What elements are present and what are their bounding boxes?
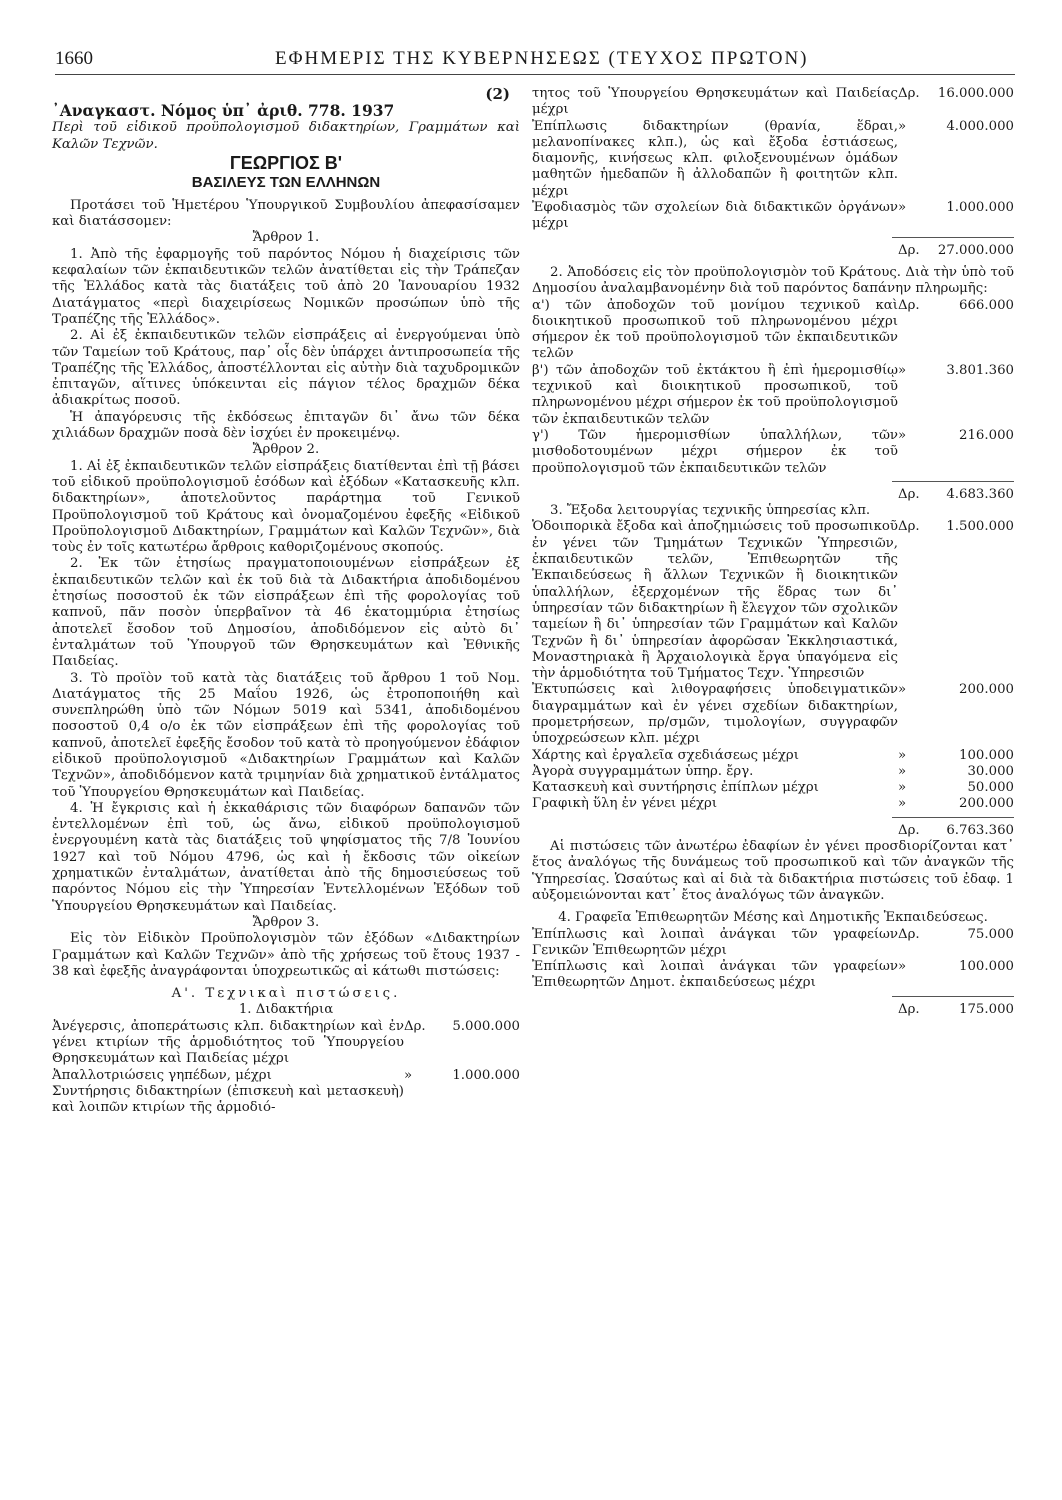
subtotal-1: [532, 243, 1014, 259]
budget-line-currency: »: [898, 763, 907, 779]
budget-line-currency: Δρ.: [898, 86, 920, 101]
section-4-heading: 4. Γραφεῖα Ἐπιθεωρητῶν Μέσης καὶ Δημοτικῆς Ἐκπαιδεύσεως.: [558, 910, 988, 926]
page-header: [55, 48, 1015, 74]
section-3-heading: 3. Ἔξοδα λειτουργίας τεχνικῆς ὑπηρεσίας κλπ.: [550, 503, 871, 519]
budget-line: [52, 1019, 520, 1068]
budget-line-amount: 4.000.000: [946, 118, 1014, 134]
budget-line: [532, 682, 1014, 747]
subtotal-4: [532, 1002, 1014, 1018]
subtotal-amount: 175.000: [959, 1001, 1014, 1017]
budget-line-currency: Δρ.: [404, 1018, 426, 1034]
budget-line-amount: 1.000.000: [946, 200, 1014, 216]
law-marker: (2): [485, 85, 510, 103]
article-2-para-1: 1. Αἱ ἐξ ἐκπαιδευτικῶν τελῶν εἰσπράξεις διατίθενται ἐπὶ τῇ βάσει τοῦ εἰδικοῦ προϋπολογισμοῦ ἐσόδων καὶ ἐξόδων «Κατασκευῆς κλπ. διδακτηρίων», ἀποτελοῦντος παράρτημα τοῦ Γενικοῦ Προϋπολογισμοῦ τοῦ Κράτους καὶ ὀνομαζομένου ἐφεξῆς «Εἰδικοῦ Προϋπολογισμοῦ Διδακτηρίων, Γραμμάτων καὶ Καλῶν Τεχνῶν», διὰ τοὺς ἐν τοῖς κατωτέρω ἄρθροις καθοριζομένους σκοπούς.: [52, 458, 520, 556]
subtotal-currency: Δρ.: [898, 486, 920, 502]
budget-line-currency: »: [898, 200, 907, 216]
budget-line: [532, 796, 1014, 812]
budget-line-text: Ἐπίπλωσις καὶ λοιπαὶ ἀνάγκαι τῶν γραφείων Γενικῶν Ἐπιθεωρητῶν μέχρι: [532, 926, 898, 958]
left-column: [52, 86, 520, 1117]
article-3-para-1: Εἰς τὸν Εἰδικὸν Προϋπολογισμὸν τῶν ἐξόδων «Διδακτηρίων Γραμμάτων καὶ Καλῶν Τεχνῶν» ἀπὸ τῆς χρήσεως τοῦ ἔτους 1937 - 38 καὶ ἐφεξῆς ἀναγράφονται ὑποχρεωτικῶς αἱ κάτωθι πιστώσεις:: [52, 931, 520, 979]
article-3-heading: Ἄρθρον 3.: [252, 914, 320, 930]
budget-line-text: Ἀνέγερσις, ἀποπεράτωσις κλπ. διδακτηρίων καὶ ἐν γένει κτιρίων τῆς ἁρμοδιότητος τοῦ Ὑπουργείου Θρησκευμάτων καὶ Παιδείας μέχρι: [52, 1018, 404, 1067]
subtotal-currency: Δρ.: [898, 1001, 920, 1017]
subtotal-currency: Δρ.: [898, 242, 920, 258]
budget-line-text: α') τῶν ἀποδοχῶν τοῦ μονίμου τεχνικοῦ καὶ διοικητικοῦ προσωπικοῦ τοῦ πληρωνομένου μέχρι σήμερον ἐκ τοῦ προϋπολογισμοῦ τῶν ἐκπαιδευτικῶν τελῶν: [532, 297, 898, 362]
budget-line-amount: 100.000: [959, 747, 1014, 763]
subtotal-2: [532, 487, 1014, 503]
total-rule: [892, 237, 1014, 238]
article-2-para-2: 2. Ἐκ τῶν ἐτησίως πραγματοποιουμένων εἰσπράξεων ἐξ ἐκπαιδευτικῶν τελῶν καὶ ἐκ τοῦ διὰ τὰ Διδακτήρια ἀποδιδομένου ἐτησίως ποσοστοῦ ἐκ τῶν εἰσπράξεων ἐπὶ τῆς φορολογίας τοῦ καπνοῦ, πᾶν ποσὸν ὑπερβαῖνον τὰ 46 ἑκατομμύρια ἐτησίως ἀποτελεῖ ἔσοδον τοῦ Δημοσίου, ἀποδιδόμενον εἰς αὐτὸ δι᾿ ἐνταλμάτων τοῦ Ὑπουργοῦ τῶν Θρησκευμάτων καὶ Ἐθνικῆς Παιδείας.: [52, 556, 520, 670]
budget-line: [532, 780, 1014, 796]
budget-line-amount: 16.000.000: [937, 86, 1014, 101]
budget-line-currency: Δρ.: [898, 519, 920, 535]
budget-line-currency: »: [898, 682, 907, 698]
budget-line-amount: 1.000.000: [452, 1067, 520, 1083]
budget-line-amount: 5.000.000: [452, 1018, 520, 1034]
budget-line-amount: 30.000: [967, 763, 1014, 779]
budget-line-text: Ἀγορὰ συγγραμμάτων ὑπηρ. ἔργ.: [532, 763, 754, 779]
subtotal-amount: 27.000.000: [937, 242, 1014, 258]
section-1-heading: 1. Διδακτήρια: [238, 1002, 334, 1018]
budget-line-currency: »: [404, 1067, 413, 1083]
budget-line: [532, 86, 1014, 119]
budget-line-text: Γραφικὴ ὕλη ἐν γένει μέχρι: [532, 796, 718, 812]
article-2-heading: Ἄρθρον 2.: [252, 442, 320, 458]
section-a-heading: Α'. Τεχνικαὶ πιστώσεις.: [171, 986, 401, 1002]
budget-line: [532, 298, 1014, 363]
budget-line-amount: 666.000: [959, 297, 1014, 313]
budget-line: [532, 748, 1014, 764]
budget-line-text: Ἐπίπλωσις διδακτηρίων (θρανία, ἕδραι, μελανοπίνακες κλπ.), ὡς καὶ ἔξοδα ἐστιάσεως, διαμονῆς, κινήσεως κλπ. φιλοξενουμένων ὁμάδων μαθητῶν ἡμεδαπῶν ἢ ἀλλοδαπῶν ἢ φοιτητῶν κλπ. μέχρι: [532, 118, 898, 199]
budget-line: [532, 200, 1014, 233]
subtotal-amount: 6.763.360: [946, 822, 1014, 838]
allocation-paragraph: Αἱ πιστώσεις τῶν ἀνωτέρω ἐδαφίων ἐν γένει προσδιορίζονται κατ᾿ ἔτος ἀναλόγως τῆς δυνάμεως τοῦ προσωπικοῦ καὶ τῶν ἀναγκῶν τῆς Ὑπηρεσίας. Ὡσαύτως καὶ αἱ διὰ τὰ διδακτήρια πιστώσεις τοῦ ἐδαφ. 1 αὐξομειώνονται κατ᾿ ἔτος ἀναλόγως τῶν ἀναγκῶν.: [532, 839, 1014, 903]
budget-line-currency: »: [898, 780, 907, 796]
article-2-para-3: 3. Τὸ προϊὸν τοῦ κατὰ τὰς διατάξεις τοῦ ἄρθρου 1 τοῦ Νομ. Διατάγματος τῆς 25 Μαΐου 1926, ὡς ἐτροποποιήθη καὶ συνεπληρώθη ὑπὸ τῶν Νόμων 5019 καὶ 5341, ἀποδιδομένου ποσοστοῦ 0,4 ο/ο ἐκ τῶν εἰσπράξεων ἐπὶ τῆς φορολογίας τοῦ καπνοῦ, ἀποτελεῖ ἐφεξῆς ἔσοδον τοῦ κατὰ τὸ προηγούμενον ἐδάφιον εἰδικοῦ προϋπολογισμοῦ «Διδακτηρίων Γραμμάτων καὶ Καλῶν Τεχνῶν», ἀποδιδόμενον κατὰ τριμηνίαν διὰ χρηματικοῦ ἐντάλματος τοῦ Ὑπουργείου Θρησκευμάτων καὶ Παιδείας.: [52, 670, 520, 800]
total-rule: [892, 481, 1014, 482]
budget-line-text: Ἐπίπλωσις καὶ λοιπαὶ ἀνάγκαι τῶν γραφείων Ἐπιθεωρητῶν Δημοτ. ἐκπαιδεύσεως μέχρι: [532, 959, 898, 991]
budget-line-text: Ὁδοιπορικὰ ἔξοδα καὶ ἀποζημιώσεις τοῦ προσωπικοῦ ἐν γένει τῶν Τμημάτων Τεχνικῶν Ὑπηρεσιῶν, ἐκπαιδευτικῶν τελῶν, Ἐπιθεωρητῶν τῆς Ἐκπαιδεύσεως ἢ ἄλλων Τεχνικῶν ἢ διοικητικῶν ὑπαλλήλων, ἐξερχομένων τῆς ἕδρας των δι᾿ ὑπηρεσίαν τῶν διδακτηρίων ἢ ἔλεγχον τῶν σχολικῶν ταμείων ἢ δι᾿ ὑπηρεσίαν τῶν Γραμμάτων καὶ Καλῶν Τεχνῶν ἢ δι᾿ ὑπηρεσίαν ἀφορῶσαν Ἐκκλησιαστικά, Μοναστηριακὰ ἢ Ἀρχαιολογικὰ ἔργα ὑπαγόμενα εἰς τὴν ἁρμοδιότητα τοῦ Τμήματος Τεχν. Ὑπηρεσιῶν: [532, 519, 898, 682]
budget-line-amount: 100.000: [959, 959, 1014, 975]
budget-line-text: Ἐκτυπώσεις καὶ λιθογραφήσεις ὑποδειγματικῶν διαγραμμάτων καὶ ἐν γένει σχεδίων διδακτηρίων, προμετρήσεων, πρ/σμῶν, τιμολογίων, συγγραφῶν ὑποχρεώσεων κλπ. μέχρι: [532, 682, 898, 747]
law-title: ᾿Αναγκαστ. Νόμος ὑπ᾿ ἀριθ. 778. 1937: [52, 101, 395, 121]
article-1-para-1: 1. Ἀπὸ τῆς ἐφαρμογῆς τοῦ παρόντος Νόμου ἡ διαχείρισις τῶν κεφαλαίων τῶν ἐκπαιδευτικῶν τελῶν ἀνατίθεται εἰς τὴν Τράπεζαν τῆς Ἑλλάδος κατὰ τὰς διατάξεις τοῦ ἀπὸ 20 Ἰανουαρίου 1932 Διατάγματος «περὶ διαχειρίσεως Νομικῶν προσώπων ὑπὸ τῆς Τραπέζης τῆς Ἑλλάδος».: [52, 246, 520, 327]
budget-line-amount: 50.000: [967, 780, 1014, 796]
budget-line-amount: 1.500.000: [946, 519, 1014, 535]
budget-line-currency: »: [898, 427, 907, 443]
budget-line: [532, 927, 1014, 960]
budget-line: [532, 959, 1014, 992]
budget-line-amount: 200.000: [959, 796, 1014, 812]
article-1-para-3: Ἡ ἀπαγόρευσις τῆς ἐκδόσεως ἐπιταγῶν δι᾿ ἄνω τῶν δέκα χιλιάδων δραχμῶν ποσὰ δὲν ἰσχύει ἐν προκειμένῳ.: [52, 409, 520, 442]
budget-line: [532, 519, 1014, 682]
budget-line-text: Ἐφοδιασμὸς τῶν σχολείων διὰ διδακτικῶν ὀργάνων μέχρι: [532, 200, 898, 232]
budget-line-currency: Δρ.: [898, 926, 920, 942]
king-title: ΒΑΣΙΛΕΥΣ ΤΩΝ ΕΛΛΗΝΩΝ: [191, 173, 381, 191]
budget-line-amount: 216.000: [959, 427, 1014, 443]
budget-line-text: Κατασκευὴ καὶ συντήρησις ἐπίπλων μέχρι: [532, 780, 819, 796]
budget-line-currency: »: [898, 796, 907, 812]
budget-line-amount: 200.000: [959, 682, 1014, 698]
header-rule: [55, 74, 1015, 75]
budget-line-currency: »: [898, 118, 907, 134]
budget-line-currency: Δρ.: [898, 297, 920, 313]
budget-line-text: Ἀπαλλοτριώσεις γηπέδων, μέχρι: [52, 1067, 272, 1083]
budget-line: [532, 363, 1014, 428]
subtotal-currency: Δρ.: [898, 822, 920, 838]
law-subtitle: Περὶ τοῦ εἰδικοῦ προϋπολογισμοῦ διδακτηρίων, Γραμμάτων καὶ Καλῶν Τεχνῶν.: [52, 120, 520, 152]
budget-line: [532, 428, 1014, 477]
budget-line-text: τητος τοῦ Ὑπουργείου Θρησκευμάτων καὶ Παιδείας μέχρι: [532, 86, 898, 118]
budget-line-amount: 75.000: [967, 926, 1014, 942]
article-2-para-4: 4. Ἡ ἔγκρισις καὶ ἡ ἐκκαθάρισις τῶν διαφόρων δαπανῶν τῶν ἐντελλομένων ἐπὶ τοῦ, ὡς ἄνω, εἰδικοῦ προϋπολογισμοῦ ἐνεργουμένη κατὰ τὰς διατάξεις τοῦ ψηφίσματος τῆς 7/8 Ἰουνίου 1927 καὶ τοῦ Νόμου 4796, ὡς καὶ ἡ ἔκδοσις τῶν οἰκείων χρηματικῶν ἐνταλμάτων, ἀνατίθεται ἀπὸ τῆς δημοσιεύσεως τοῦ παρόντος Νόμου εἰς τὴν Ὑπηρεσίαν Ἐντελλομένων Ἐξόδων τοῦ Ὑπουργείου Θρησκευμάτων καὶ Παιδείας.: [52, 800, 520, 914]
total-rule: [892, 996, 1014, 997]
budget-line-text: β') τῶν ἀποδοχῶν τοῦ ἐκτάκτου ἢ ἐπὶ ἡμερομισθίῳ τεχνικοῦ καὶ διοικητικοῦ προσωπικοῦ, τοῦ πληρωνομένου μέχρι σήμερον ἐκ τοῦ προϋπολογισμοῦ τῶν ἐκπαιδευτικῶν τελῶν: [532, 362, 898, 427]
budget-line: [52, 1068, 520, 1084]
subtotal-amount: 4.683.360: [946, 486, 1014, 502]
budget-line-currency: »: [898, 959, 907, 975]
right-column: [532, 86, 1014, 1018]
preamble: Προτάσει τοῦ Ἡμετέρου Ὑπουργικοῦ Συμβουλίου ἀπεφασίσαμεν καὶ διατάσσομεν:: [52, 197, 520, 230]
section-2-heading: 2. Ἀποδόσεις εἰς τὸν προϋπολογισμὸν τοῦ Κράτους. Διὰ τὴν ὑπὸ τοῦ Δημοσίου ἀναλαμβανομένην διὰ τοῦ παρόντος δαπάνην πληρωμῆς:: [532, 264, 1014, 297]
article-1-heading: Ἄρθρον 1.: [252, 230, 320, 246]
budget-line-text: γ') Τῶν ἡμερομισθίων ὑπαλλήλων, τῶν μισθοδοτουμένων μέχρι σήμερον ἐκ τοῦ προϋπολογισμοῦ τῶν ἐκπαιδευτικῶν τελῶν: [532, 427, 898, 476]
budget-line: [532, 764, 1014, 780]
budget-line-text: Χάρτης καὶ ἐργαλεῖα σχεδιάσεως μέχρι: [532, 747, 799, 763]
total-rule: [892, 817, 1014, 818]
budget-line-currency: »: [898, 747, 907, 763]
budget-line-amount: 3.801.360: [946, 362, 1014, 378]
subtotal-3: [532, 823, 1014, 839]
king-name: ΓΕΩΡΓΙΟΣ Β': [229, 152, 343, 173]
article-1-para-2: 2. Αἱ ἐξ ἐκπαιδευτικῶν τελῶν εἰσπράξεις αἱ ἐνεργούμεναι ὑπὸ τῶν Ταμείων τοῦ Κράτους, παρ᾿ οἷς δὲν ὑπάρχει ἀντιπροσωπεία τῆς Τραπέζης τῆς Ἑλλάδος, ἀποστέλλονται εἰς αὐτὴν διὰ ταχυδρομικῶν ἐπιταγῶν, αἵτινες ὑπόκεινται εἰς πάγιον τέλος δραχμῶν δέκα ἀδιακρίτως ποσοῦ.: [52, 328, 520, 409]
budget-line-currency: »: [898, 362, 907, 378]
page-number: 1660: [55, 48, 93, 69]
gazette-title: ΕΦΗΜΕΡΙΣ ΤΗΣ ΚΥΒΕΡΝΗΣΕΩΣ (ΤΕΥΧΟΣ ΠΡΩΤΟΝ): [275, 48, 809, 69]
budget-line-continued: Συντήρησις διδακτηρίων (ἐπισκευὴ καὶ μετασκευὴ) καὶ λοιπῶν κτιρίων τῆς ἁρμοδιό-: [52, 1083, 404, 1116]
budget-line: [532, 119, 1014, 200]
